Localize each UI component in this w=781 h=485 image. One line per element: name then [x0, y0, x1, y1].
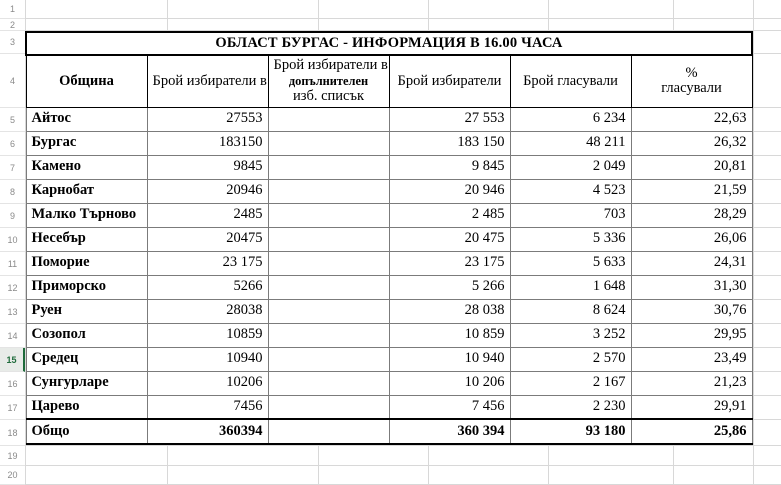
pct-line-2: гласували	[661, 80, 722, 97]
row-header-1[interactable]: 1	[0, 0, 25, 19]
cell-extra-list[interactable]	[268, 371, 389, 395]
column-header-main-list	[147, 55, 268, 107]
cell-voters[interactable]: 2 485	[389, 203, 510, 227]
main-list-line-1: Брой избиратели в	[152, 72, 267, 89]
row-header-2[interactable]: 2	[0, 19, 25, 31]
cell-main-list[interactable]: 23 175	[147, 251, 268, 275]
cell-voted[interactable]: 2 570	[510, 347, 631, 371]
cell-extra-list[interactable]	[268, 275, 389, 299]
cell-voters[interactable]: 23 175	[389, 251, 510, 275]
row-header-16[interactable]: 16	[0, 372, 25, 396]
cell-main-list[interactable]: 27553	[147, 107, 268, 131]
cell-total-label[interactable]: Общо	[26, 419, 147, 444]
cell-extra-list[interactable]	[268, 131, 389, 155]
column-header-voted: Брой гласували	[510, 55, 631, 107]
row-header-11[interactable]: 11	[0, 252, 25, 276]
cell-voters[interactable]: 10 859	[389, 323, 510, 347]
cell-extra-list[interactable]	[268, 251, 389, 275]
table-row	[26, 275, 752, 299]
cell-main-list[interactable]: 10940	[147, 347, 268, 371]
cell-pct[interactable]: 31,30	[631, 275, 752, 299]
cell-total-pct[interactable]: 25,86	[631, 419, 752, 444]
row-header-7[interactable]: 7	[0, 156, 25, 180]
cell-pct[interactable]: 26,06	[631, 227, 752, 251]
cell-pct[interactable]: 21,59	[631, 179, 752, 203]
cell-municipality[interactable]: Несебър	[26, 227, 147, 251]
cell-main-list[interactable]: 9845	[147, 155, 268, 179]
cell-voted[interactable]: 5 633	[510, 251, 631, 275]
row-header-8[interactable]: 8	[0, 180, 25, 204]
table-title-row	[26, 32, 752, 55]
cell-pct[interactable]: 29,91	[631, 395, 752, 419]
cell-voters[interactable]: 9 845	[389, 155, 510, 179]
cell-extra-list[interactable]	[268, 323, 389, 347]
cell-pct[interactable]: 24,31	[631, 251, 752, 275]
cell-voters[interactable]: 20 475	[389, 227, 510, 251]
cell-municipality[interactable]: Бургас	[26, 131, 147, 155]
table-row	[26, 347, 752, 371]
cell-extra-list[interactable]	[268, 227, 389, 251]
cell-voted[interactable]: 3 252	[510, 323, 631, 347]
row-header-3[interactable]: 3	[0, 31, 25, 54]
cell-total-extra[interactable]	[268, 419, 389, 444]
row-header-4[interactable]: 4	[0, 54, 25, 108]
cell-voted[interactable]: 2 167	[510, 371, 631, 395]
cell-voted[interactable]: 2 230	[510, 395, 631, 419]
cell-extra-list[interactable]	[268, 395, 389, 419]
table-total-row	[26, 419, 752, 444]
cell-municipality[interactable]: Средец	[26, 347, 147, 371]
row-header-17[interactable]: 17	[0, 396, 25, 420]
cell-main-list[interactable]: 5266	[147, 275, 268, 299]
cell-total-voters[interactable]: 360 394	[389, 419, 510, 444]
cell-voters[interactable]: 28 038	[389, 299, 510, 323]
cell-extra-list[interactable]	[268, 107, 389, 131]
row-header-6[interactable]: 6	[0, 132, 25, 156]
cell-municipality[interactable]: Малко Търново	[26, 203, 147, 227]
cell-municipality[interactable]: Руен	[26, 299, 147, 323]
cell-main-list[interactable]: 183150	[147, 131, 268, 155]
cell-municipality[interactable]: Айтос	[26, 107, 147, 131]
cell-pct[interactable]: 26,32	[631, 131, 752, 155]
cell-extra-list[interactable]	[268, 203, 389, 227]
row-header-13[interactable]: 13	[0, 300, 25, 324]
cell-voted[interactable]: 2 049	[510, 155, 631, 179]
cell-voted[interactable]: 8 624	[510, 299, 631, 323]
row-header-15[interactable]: 15	[0, 348, 25, 372]
cell-voters[interactable]: 10 206	[389, 371, 510, 395]
table-row	[26, 299, 752, 323]
table-header-row	[26, 55, 752, 107]
cell-pct[interactable]: 21,23	[631, 371, 752, 395]
table-row	[26, 155, 752, 179]
cell-voted[interactable]: 1 648	[510, 275, 631, 299]
cell-total-voted[interactable]: 93 180	[510, 419, 631, 444]
cell-main-list[interactable]: 10206	[147, 371, 268, 395]
cell-main-list[interactable]: 20946	[147, 179, 268, 203]
cell-extra-list[interactable]	[268, 347, 389, 371]
cell-total-main[interactable]: 360394	[147, 419, 268, 444]
cell-municipality[interactable]: Карнобат	[26, 179, 147, 203]
cell-pct[interactable]: 22,63	[631, 107, 752, 131]
cell-main-list[interactable]: 28038	[147, 299, 268, 323]
cell-voters[interactable]: 27 553	[389, 107, 510, 131]
column-header-voters: Брой избиратели	[389, 55, 510, 107]
cell-pct[interactable]: 29,95	[631, 323, 752, 347]
table-row	[26, 251, 752, 275]
column-header-municipality: Община	[26, 55, 147, 107]
cell-main-list[interactable]: 2485	[147, 203, 268, 227]
row-header-10[interactable]: 10	[0, 228, 25, 252]
cell-extra-list[interactable]	[268, 299, 389, 323]
cell-voted[interactable]: 5 336	[510, 227, 631, 251]
row-header-9[interactable]: 9	[0, 204, 25, 228]
table-row	[26, 323, 752, 347]
cell-voters[interactable]: 7 456	[389, 395, 510, 419]
table-row	[26, 131, 752, 155]
cell-pct[interactable]: 20,81	[631, 155, 752, 179]
results-table	[25, 31, 753, 445]
cell-voters[interactable]: 5 266	[389, 275, 510, 299]
table-body	[26, 107, 752, 444]
cell-extra-list[interactable]	[268, 155, 389, 179]
cell-municipality[interactable]: Поморие	[26, 251, 147, 275]
extra-list-line-1: Брой избиратели в	[273, 57, 388, 74]
cell-main-list[interactable]: 20475	[147, 227, 268, 251]
cell-municipality[interactable]: Созопол	[26, 323, 147, 347]
cell-main-list[interactable]: 7456	[147, 395, 268, 419]
row-header-14[interactable]: 14	[0, 324, 25, 348]
cell-main-list[interactable]: 10859	[147, 323, 268, 347]
table-row	[26, 395, 752, 419]
row-header-12[interactable]: 12	[0, 276, 25, 300]
table-row	[26, 227, 752, 251]
cell-voters[interactable]: 20 946	[389, 179, 510, 203]
cell-municipality[interactable]: Царево	[26, 395, 147, 419]
cell-voted[interactable]: 48 211	[510, 131, 631, 155]
cell-voters[interactable]: 10 940	[389, 347, 510, 371]
cell-voted[interactable]: 4 523	[510, 179, 631, 203]
extra-list-line-3: изб. списък	[292, 87, 365, 104]
row-header-20[interactable]: 20	[0, 466, 25, 485]
extra-list-line-2: допълнителен	[288, 73, 369, 88]
row-header-18[interactable]: 18	[0, 420, 25, 446]
cell-voted[interactable]: 703	[510, 203, 631, 227]
table-row	[26, 371, 752, 395]
cell-pct[interactable]: 28,29	[631, 203, 752, 227]
table-title: ОБЛАСТ БУРГАС - ИНФОРМАЦИЯ В 16.00 ЧАСА	[26, 32, 752, 55]
table-row	[26, 179, 752, 203]
cell-extra-list[interactable]	[268, 179, 389, 203]
cell-municipality[interactable]: Камено	[26, 155, 147, 179]
cell-voted[interactable]: 6 234	[510, 107, 631, 131]
cell-pct[interactable]: 23,49	[631, 347, 752, 371]
column-header-pct	[631, 55, 752, 107]
cell-municipality[interactable]: Приморско	[26, 275, 147, 299]
column-header-extra-list	[268, 55, 389, 107]
cell-municipality[interactable]: Сунгурларе	[26, 371, 147, 395]
row-header-5[interactable]: 5	[0, 108, 25, 132]
cell-pct[interactable]: 30,76	[631, 299, 752, 323]
cell-voters[interactable]: 183 150	[389, 131, 510, 155]
table-row	[26, 203, 752, 227]
pct-line-1: %	[685, 64, 698, 81]
table-row	[26, 107, 752, 131]
row-header-19[interactable]: 19	[0, 446, 25, 466]
